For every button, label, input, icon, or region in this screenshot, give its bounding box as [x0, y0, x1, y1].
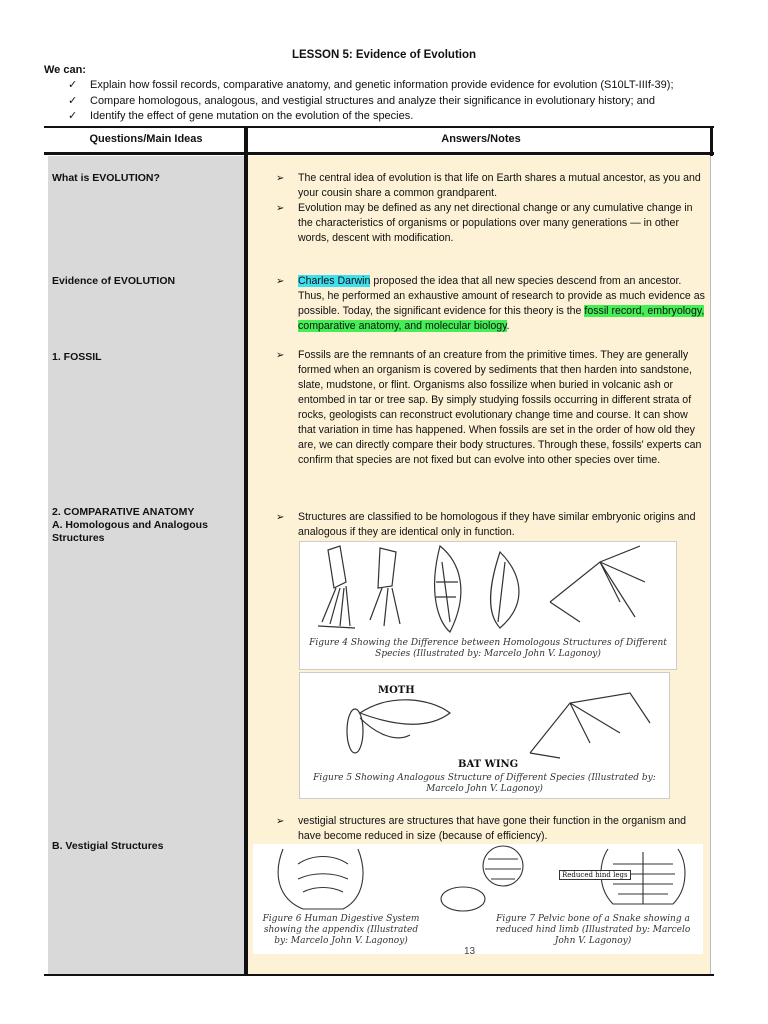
moth-label: MOTH: [378, 685, 415, 696]
bat-wing-label: BAT WING: [458, 759, 519, 770]
arrow-bullet-icon: ➢: [276, 512, 285, 523]
objective-item: ✓ Compare homologous, analogous, and vestigial structures and analyze their significance in evolutionary history; and: [68, 94, 674, 110]
figure-4-homologous: Figure 4 Showing the Difference between Homologous Structures of Different Species (Illustrated by: Marcelo John V. Lagonoy): [299, 541, 677, 670]
answer-evidence: ➢ Charles Darwin proposed the idea that all new species descend from an ancestor. Thus, he performed an exhaustive amount of research to provide as much evidence as possible. Today, the significant evidence for this theory is the fossil record, embryology, comparative anatomy, and molecular biology.: [276, 275, 705, 332]
lesson-title: LESSON 5: Evidence of Evolution: [291, 49, 477, 61]
objective-item: ✓ Explain how fossil records, comparative anatomy, and genetic information provide evidence for evolution (S10LT-IIIf-39);: [68, 78, 674, 94]
objective-item: ✓ Identify the effect of gene mutation on the evolution of the species.: [68, 109, 674, 125]
answer-evolution: ➢ The central idea of evolution is that life on Earth shares a mutual ancestor, as you and your cousin share a common grandparent. ➢ Evolution may be defined as any net directional change or any cumulative change in the characteristics of organisms or populations over many generations — in other words, descent with modification.: [276, 172, 701, 244]
reduced-hind-legs-label: Reduced hind legs: [559, 870, 631, 880]
arrow-bullet-icon: ➢: [276, 203, 285, 214]
arrow-bullet-icon: ➢: [276, 816, 285, 827]
highlight-darwin: Charles Darwin: [298, 275, 371, 287]
figure-5-analogous: MOTH BAT WING Figure 5 Showing Analogous Structure of Different Species (Illustrated by: Marcelo John V. Lagonoy): [299, 672, 670, 799]
question-anatomy: 2. COMPARATIVE ANATOMY A. Homologous and Analogous Structures: [52, 506, 208, 544]
check-mark-icon: ✓: [68, 94, 78, 107]
highlight-evidence-list: fossil record, embryology, comparative anatomy, and molecular biology: [298, 305, 705, 332]
question-evolution: What is EVOLUTION?: [52, 172, 160, 184]
moth-and-bat-illustration: [300, 673, 669, 765]
homologous-limbs-illustration: [300, 542, 676, 637]
header-questions: Questions/Main Ideas: [89, 133, 203, 145]
question-evidence: Evidence of EVOLUTION: [52, 275, 176, 287]
vestigial-illustrations: [253, 844, 703, 914]
answer-vestigial: ➢ vestigial structures are structures that have gone their function in the organism and have become reduced in size (because of efficiency).: [276, 815, 687, 842]
answer-anatomy: ➢ Structures are classified to be homologous if they have similar embryonic origins and analogous if they are identical only in function.: [276, 511, 696, 538]
answer-fossil: ➢ Fossils are the remnants of an creature from the primitive times. They are generally formed when an organism is covered by sediments that then harden into sandstone, slate, mudstone, or flint. Organisms also fossilize when buried in volcanic ash or entombed in tar or tree sap. By simply studying fossils occurring in different strata of rocks, geologists can reconstruct evolutionary change time and course. It can show that variation in time has happened. When fossils are set in the order of how old they are, we can directly compare their body structures. Through these, fossils' experts can confirm that species are not fixed but can evolve into other species over time.: [276, 349, 702, 466]
check-mark-icon: ✓: [68, 110, 78, 122]
page-number: 13: [464, 946, 476, 957]
header-answers: Answers/Notes: [441, 133, 521, 145]
arrow-bullet-icon: ➢: [276, 173, 285, 184]
question-vestigial: B. Vestigial Structures: [52, 840, 164, 852]
arrow-bullet-icon: ➢: [276, 276, 285, 287]
question-fossil: 1. FOSSIL: [52, 351, 102, 363]
check-mark-icon: ✓: [68, 79, 78, 91]
we-can-label: We can:: [44, 64, 86, 76]
arrow-bullet-icon: ➢: [276, 350, 285, 361]
objectives-list: [68, 78, 674, 125]
figures-6-7-vestigial: Reduced hind legs Figure 6 Human Digestive System showing the appendix (Illustrated by: Marcelo John V. Lagonoy) Figure 7 Pelvic bone of a Snake showing a reduced hind limb (Illustrated by: Marcelo John V. Lagonoy): [253, 844, 703, 954]
